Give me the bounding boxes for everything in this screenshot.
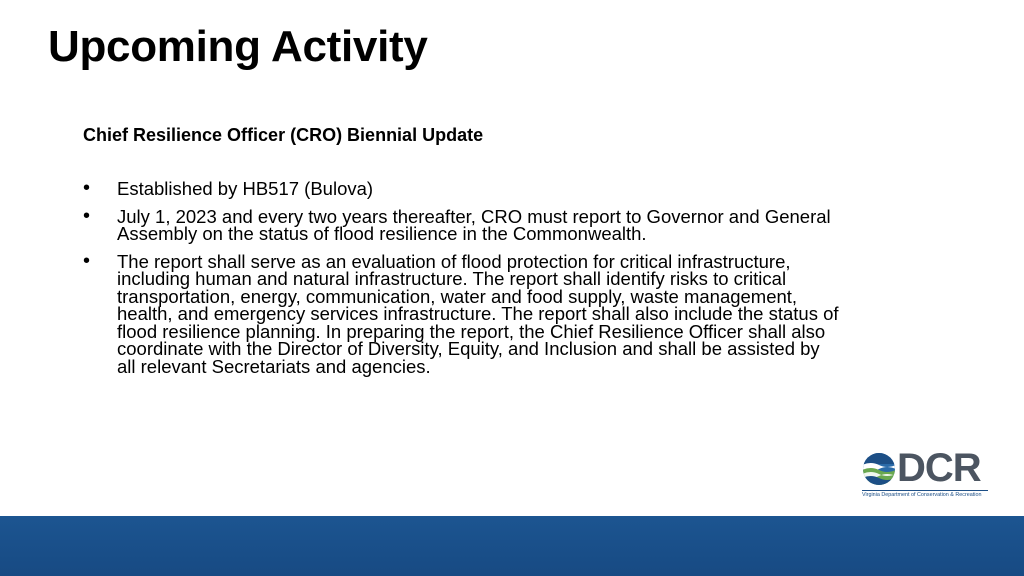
- bullet-icon: •: [83, 177, 91, 199]
- bullet-item: [83, 177, 843, 199]
- bullet-icon: •: [83, 204, 91, 227]
- bullet-text: Established by HB517 (Bulova): [117, 178, 374, 199]
- slide-subtitle: Chief Resilience Officer (CRO) Biennial Update: [83, 125, 484, 145]
- bullet-list: [83, 177, 843, 385]
- slide-title: Upcoming Activity: [48, 22, 428, 71]
- footer-band: [0, 516, 1024, 576]
- bullet-item: [83, 249, 843, 377]
- bullet-text: July 1, 2023 and every two years thereafter, CRO must report to Governor and General Assembly on the status of flood resilience in the Commonwealth.: [117, 205, 831, 244]
- bullet-item: [83, 204, 843, 244]
- logo-wordmark: DCR: [897, 446, 981, 490]
- water-globe-icon: [862, 452, 896, 486]
- bullet-text: The report shall serve as an evaluation of flood protection for critical infrastructure, including human and natural infrastructure. The report shall identify risks to critical transportation, energy, communication, water and food supply, waste management, health, and emergency services infrastructure. The report shall also include the status of flood resilience planning. In preparing the report, the Chief Resilience Officer shall also coordinate with the Director of Diversity, Equity, and Inclusion and shall be assisted by all relevant Secretariats and agencies.: [117, 250, 839, 377]
- bullet-icon: •: [83, 249, 91, 272]
- logo-subtitle: Virginia Department of Conservation & Recreation: [862, 490, 988, 498]
- dcr-logo: [862, 446, 988, 500]
